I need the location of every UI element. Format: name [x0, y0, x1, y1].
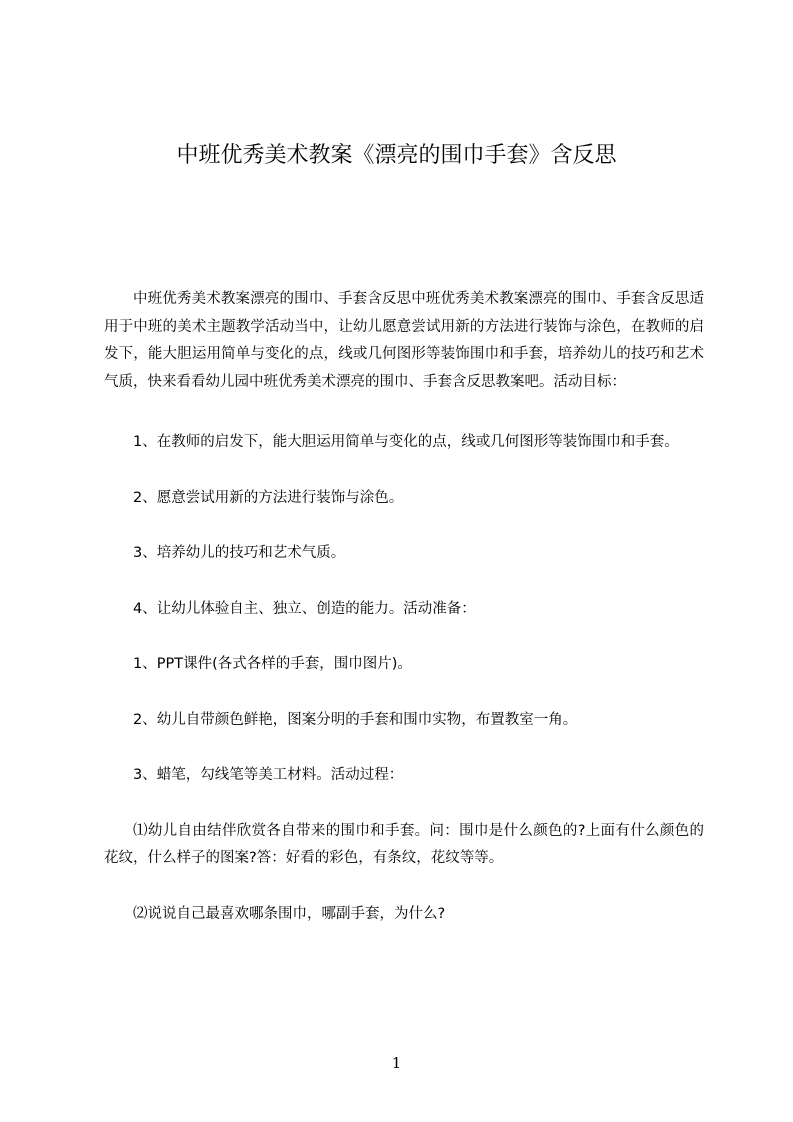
paragraph-prep-3: 3、蜡笔，勾线笔等美工材料。活动过程：	[133, 767, 404, 783]
paragraph-process-2: ⑵说说自己最喜欢哪条围巾，哪副手套，为什么?	[133, 905, 446, 922]
paragraph-prep-2: 2、幼儿自带颜色鲜艳，图案分明的手套和围巾实物，布置教室一角。	[133, 711, 578, 728]
paragraph-goal-4: 4、让幼儿体验自主、独立、创造的能力。活动准备：	[133, 600, 476, 617]
paragraph-goal-2: 2、愿意尝试用新的方法进行装饰与涂色。	[133, 489, 404, 506]
paragraph-intro: 中班优秀美术教案漂亮的围巾、手套含反思中班优秀美术教案漂亮的围巾、手套含反思适用于中班的美术主题教学活动当中，让幼儿愿意尝试用新的方法进行装饰与涂色，在教师的启发下，能大胆运用简单与变化的点，线或几何图形等装饰围巾和手套，培养幼儿的技巧和艺术气质，快来看看幼儿园中班优秀美术漂亮的围巾、手套含反思教案吧。活动目标：	[104, 291, 704, 390]
paragraph-prep-1: 1、PPT课件(各式各样的手套，围巾图片)。	[133, 656, 412, 672]
document-title: 中班优秀美术教案《漂亮的围巾手套》含反思	[176, 143, 617, 168]
paragraph-process-1: ⑴幼儿自由结伴欣赏各自带来的围巾和手套。问：围巾是什么颜色的?上面有什么颜色的花纹，什么样子的图案?答：好看的彩色，有条纹，花纹等等。	[104, 822, 704, 866]
paragraph-goal-1: 1、在教师的启发下，能大胆运用简单与变化的点，线或几何图形等装饰围巾和手套。	[133, 434, 679, 450]
document-body	[104, 286, 704, 956]
paragraph-goal-3: 3、培养幼儿的技巧和艺术气质。	[133, 545, 346, 561]
page-number: 1	[391, 1054, 402, 1072]
